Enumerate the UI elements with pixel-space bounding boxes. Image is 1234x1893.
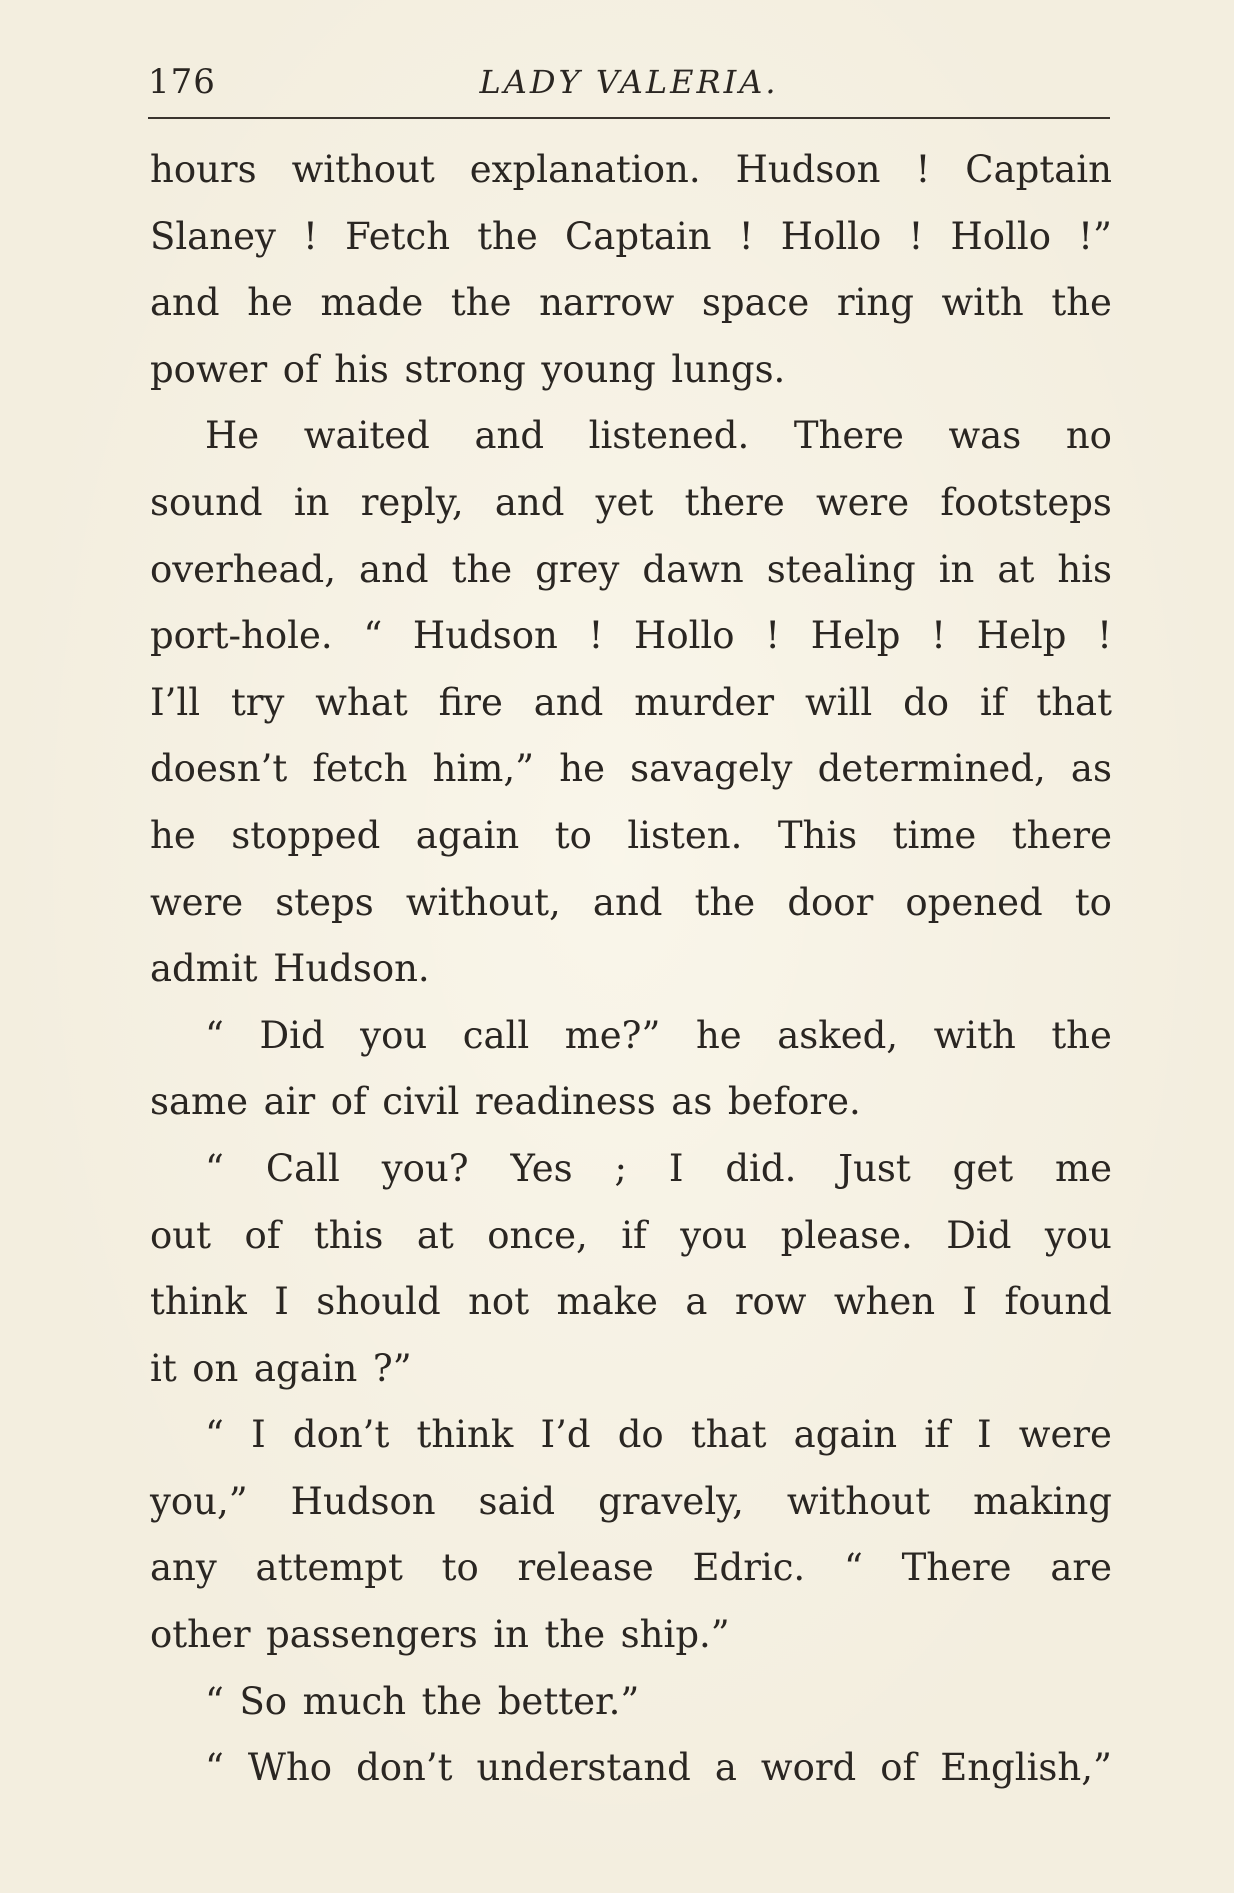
text-line: overhead, and the grey dawn stealing in at his <box>150 547 1112 591</box>
text-line: “ Who don’t understand a word of English,” <box>205 1746 1112 1790</box>
text-line: out of this at once, if you please. Did you <box>150 1213 1112 1257</box>
text-line: were steps without, and the door opened to <box>150 880 1112 924</box>
page-header <box>148 58 1110 106</box>
text-line: “ So much the better.” <box>205 1679 640 1723</box>
text-line: port-hole. “ Hudson ! Hollo ! Help ! Help ! <box>150 614 1112 658</box>
text-line: think I should not make a row when I found <box>150 1280 1112 1324</box>
text-line: he stopped again to listen. This time there <box>150 813 1112 857</box>
text-line: and he made the narrow space ring with the <box>150 281 1112 325</box>
text-line: doesn’t fetch him,” he savagely determined, as <box>150 747 1112 791</box>
header-rule <box>148 117 1110 119</box>
text-line: “ Did you call me?” he asked, with the <box>205 1013 1112 1057</box>
text-line: other passengers in the ship.” <box>150 1613 730 1657</box>
text-line: any attempt to release Edric. “ There are <box>150 1546 1112 1590</box>
text-line: admit Hudson. <box>150 947 430 991</box>
text-line: it on again ?” <box>150 1346 412 1390</box>
text-line: “ Call you? Yes ; I did. Just get me <box>205 1146 1112 1190</box>
text-line: I’ll try what fire and murder will do if that <box>150 680 1112 724</box>
text-line: same air of civil readiness as before. <box>150 1080 861 1124</box>
text-line: “ I don’t think I’d do that again if I were <box>205 1413 1112 1457</box>
text-line: power of his strong young lungs. <box>150 347 786 391</box>
running-title: LADY VALERIA. <box>479 63 779 101</box>
text-line: hours without explanation. Hudson ! Captain <box>150 148 1112 191</box>
text-line: Slaney ! Fetch the Captain ! Hollo ! Hollo !” <box>150 214 1112 258</box>
body-text <box>150 137 1112 1802</box>
text-line: He waited and listened. There was no <box>205 414 1112 458</box>
text-line: sound in reply, and yet there were footsteps <box>150 480 1112 524</box>
text-line: you,” Hudson said gravely, without making <box>150 1479 1112 1523</box>
page-number: 176 <box>148 62 216 102</box>
